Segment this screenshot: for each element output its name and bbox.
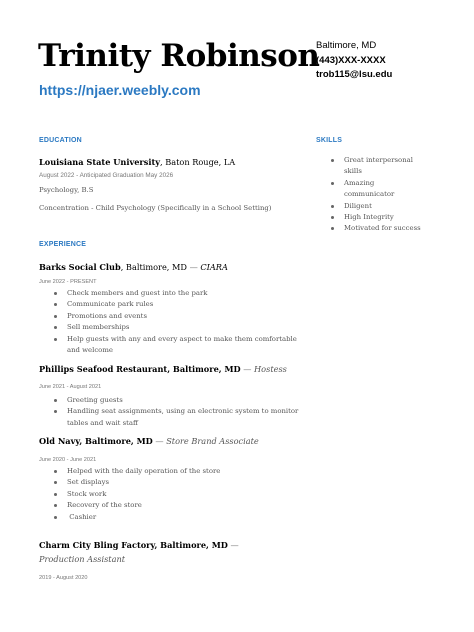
bullet-icon — [54, 470, 57, 473]
education-heading: EDUCATION — [39, 137, 82, 144]
bullet-icon — [54, 326, 57, 329]
job-title-line — [39, 364, 287, 375]
job-dates: June 2021 - August 2021 — [39, 384, 102, 390]
bullet-icon — [331, 227, 334, 230]
job-role: CIARA — [200, 262, 228, 272]
job-title-line — [39, 538, 279, 566]
bullet-icon — [54, 410, 57, 413]
job-employer: Old Navy, Baltimore, MD — [39, 436, 153, 446]
job-dates: June 2022 - PRESENT — [39, 279, 97, 285]
list-item: Set displays — [67, 477, 302, 488]
job-role: Hostess — [254, 364, 287, 374]
bullet-icon — [54, 516, 57, 519]
bullet-icon — [54, 338, 57, 341]
list-item: Sell memberships — [67, 322, 302, 333]
job-dash: — — [227, 540, 239, 550]
bullet-icon — [331, 159, 334, 162]
contact-email[interactable]: trob115@lsu.edu — [316, 69, 393, 80]
job-role: Store Brand Associate — [166, 436, 259, 446]
bullet-icon — [54, 303, 57, 306]
job-location: , Baltimore, MD — [120, 262, 187, 272]
job-dash: — — [152, 436, 167, 446]
bullet-icon — [54, 493, 57, 496]
job-bullets — [67, 466, 302, 523]
list-item: Promotions and events — [67, 311, 302, 322]
list-item: Great interpersonal skills — [344, 155, 424, 178]
list-item: High Integrity — [344, 212, 424, 223]
website-link[interactable]: https://njaer.weebly.com — [39, 82, 201, 98]
list-item: Help guests with any and every aspect to make them comfortable and welcome — [67, 334, 302, 357]
list-item: Cashier — [67, 512, 302, 523]
job-employer: Charm City Bling Factory, Baltimore, MD — [39, 540, 228, 550]
job-role: Production Assistant — [39, 554, 126, 564]
bullet-icon — [331, 205, 334, 208]
school-name: Louisiana State University — [39, 157, 160, 167]
job-bullets — [67, 395, 299, 429]
bullet-icon — [331, 216, 334, 219]
job-dates: 2019 - August 2020 — [39, 575, 88, 581]
list-item: Handling seat assignments, using an electronic system to monitor tables and wait staff — [67, 406, 299, 429]
bullet-icon — [54, 292, 57, 295]
skills-list — [344, 155, 424, 235]
education-school — [39, 157, 235, 168]
bullet-icon — [54, 399, 57, 402]
job-employer: Phillips Seafood Restaurant, Baltimore, MD — [39, 364, 241, 374]
list-item: Motivated for success — [344, 223, 424, 234]
job-title-line — [39, 262, 228, 273]
bullet-icon — [54, 481, 57, 484]
candidate-name: Trinity Robinson — [38, 38, 320, 74]
list-item: Greeting guests — [67, 395, 299, 406]
list-item: Stock work — [67, 489, 302, 500]
contact-phone: (443)XXX-XXXX — [316, 55, 386, 66]
bullet-icon — [54, 315, 57, 318]
contact-location: Baltimore, MD — [316, 40, 377, 51]
job-bullets — [67, 288, 302, 356]
list-item: Recovery of the store — [67, 500, 302, 511]
list-item: Amazing communicator — [344, 178, 424, 201]
job-title-line — [39, 436, 259, 447]
list-item: Communicate park rules — [67, 299, 302, 310]
job-dates: June 2020 - June 2021 — [39, 457, 97, 463]
list-item: Helped with the daily operation of the store — [67, 466, 302, 477]
job-employer: Barks Social Club — [39, 262, 121, 272]
job-dash: — — [240, 364, 255, 374]
education-dates: August 2022 - Anticipated Graduation May 2026 — [39, 172, 174, 179]
education-degree: Psychology, B.S — [39, 186, 94, 194]
bullet-icon — [331, 182, 334, 185]
education-concentration: Concentration - Child Psychology (Specifically in a School Setting) — [39, 204, 272, 212]
skills-heading: SKILLS — [316, 137, 343, 144]
list-item: Check members and guest into the park — [67, 288, 302, 299]
bullet-icon — [54, 504, 57, 507]
job-dash: — — [186, 262, 201, 272]
school-location: , Baton Rouge, LA — [160, 157, 236, 167]
experience-heading: EXPERIENCE — [39, 241, 87, 248]
list-item: Diligent — [344, 201, 424, 212]
